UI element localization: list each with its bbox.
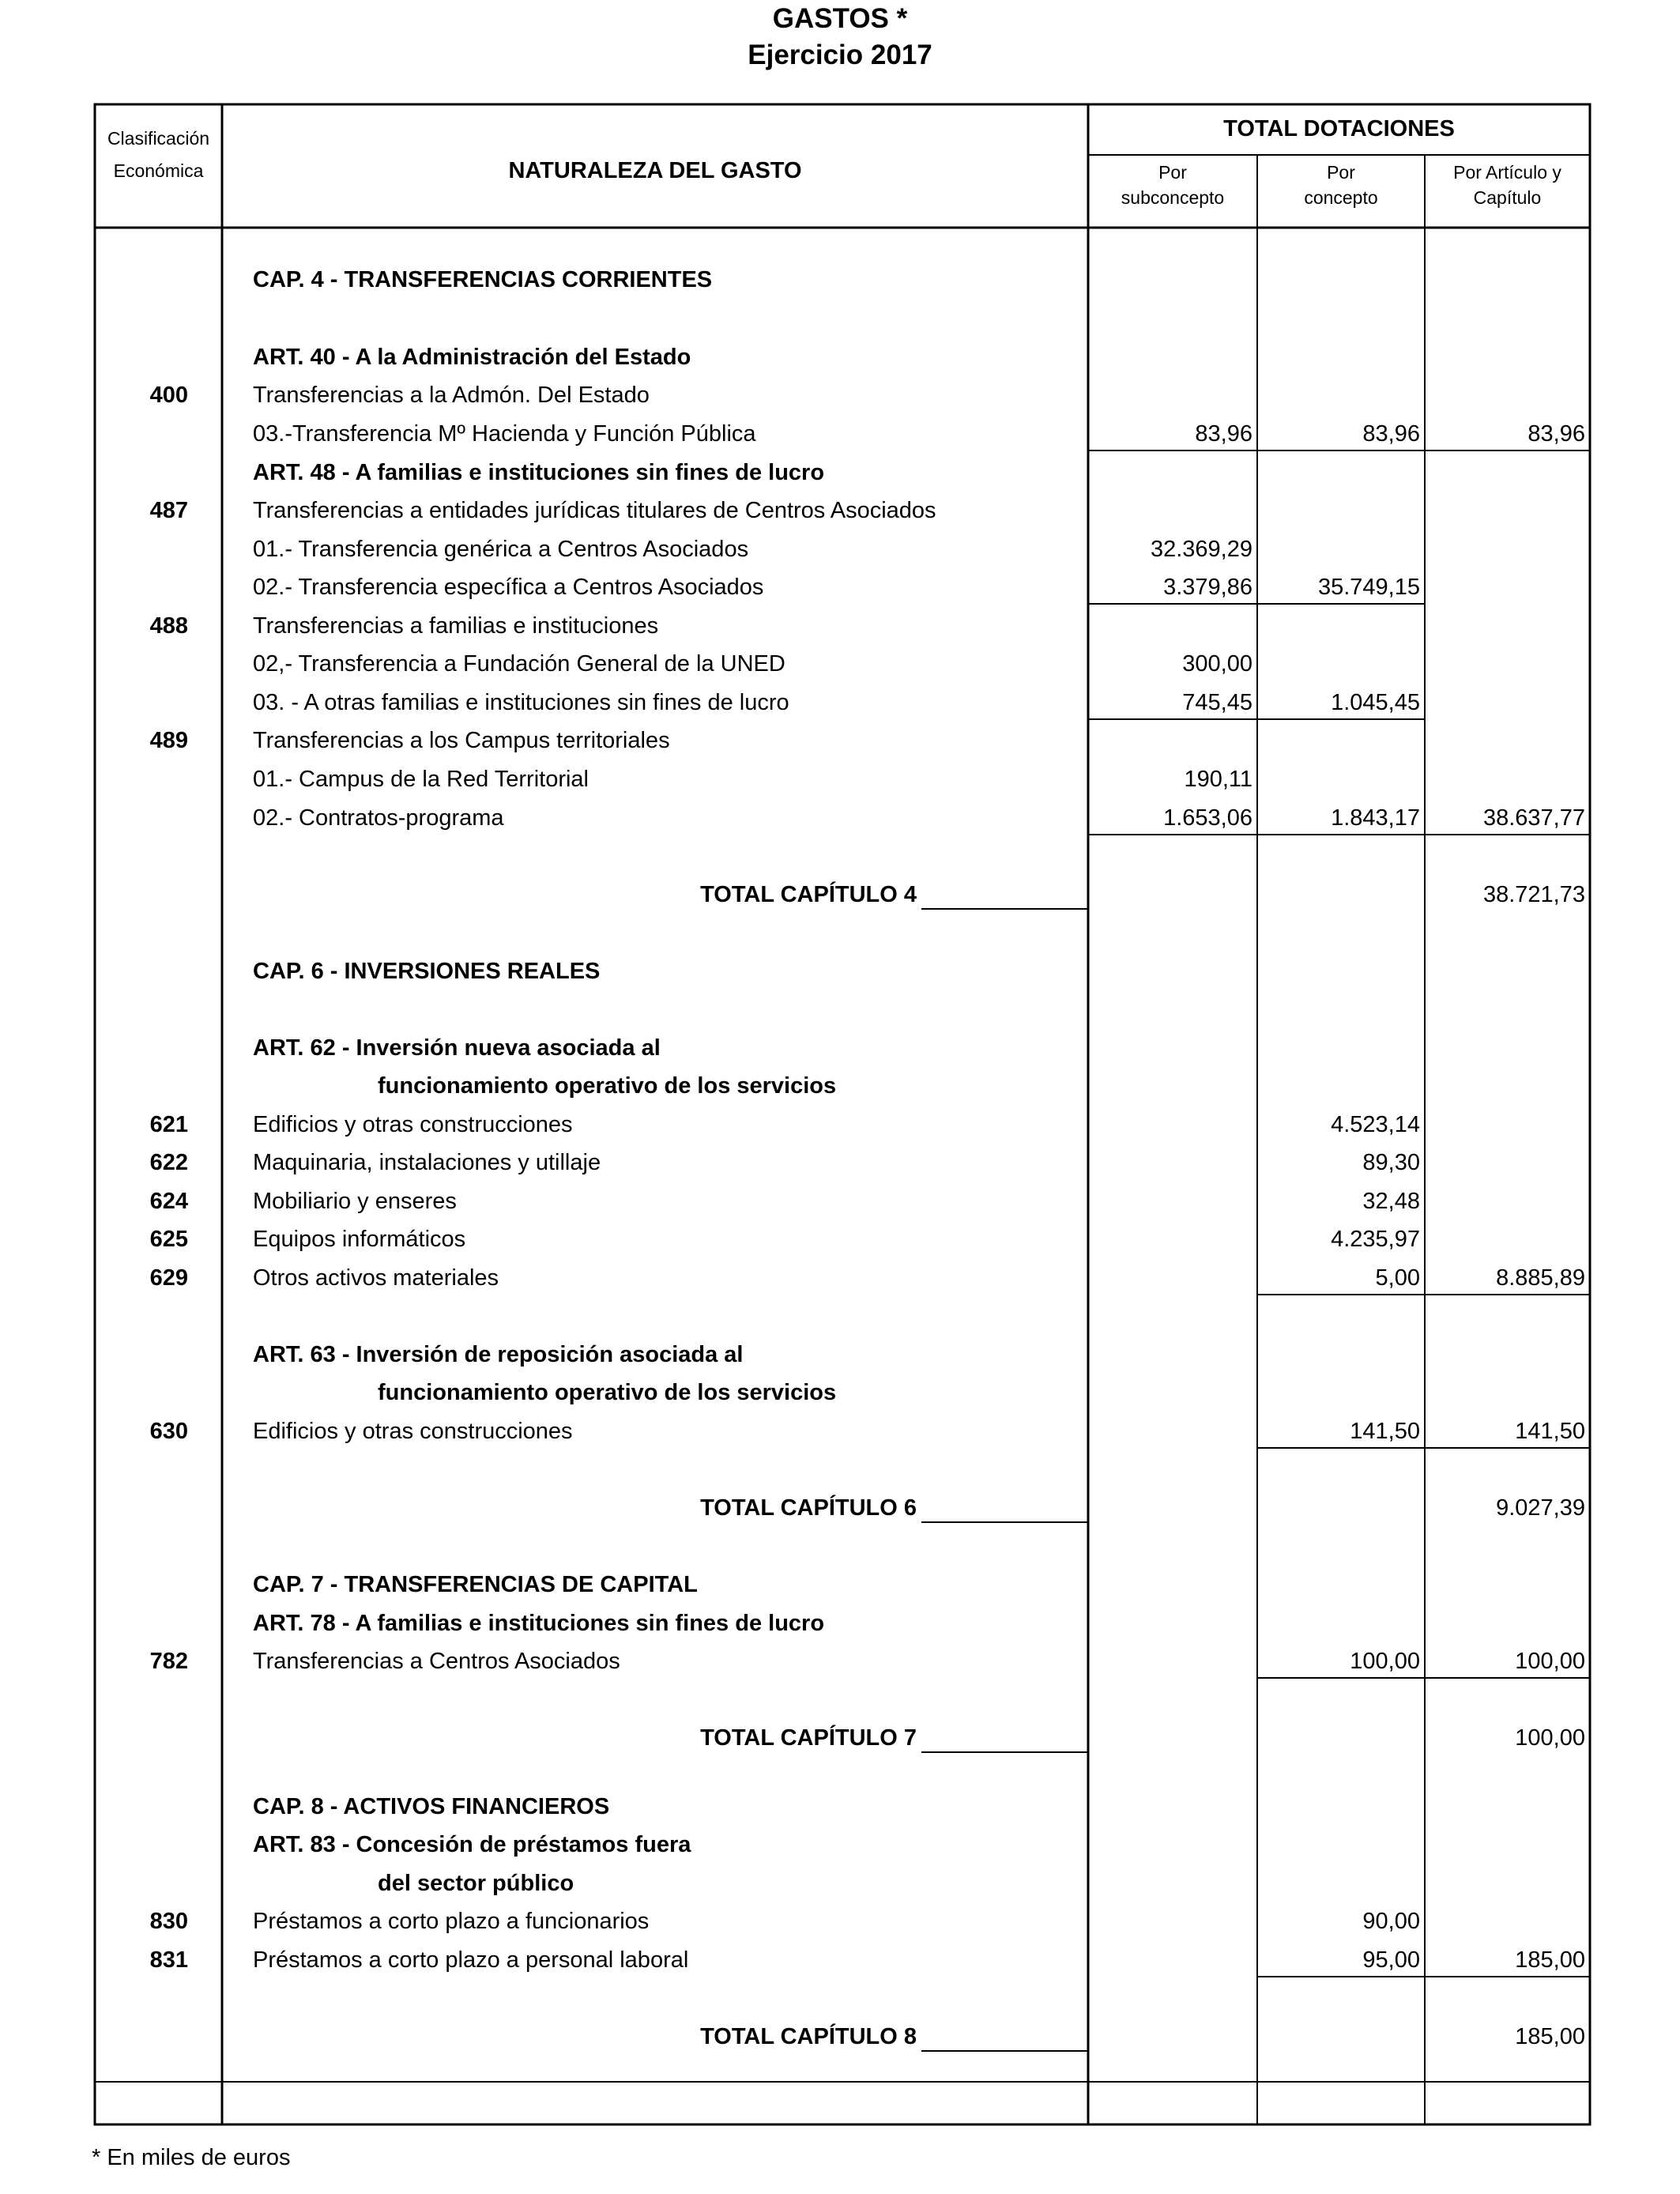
value-articulo: 9.027,39 <box>1496 1495 1585 1521</box>
header-por-articulo-2: Capítulo <box>1473 187 1542 208</box>
row-code: 831 <box>149 1947 188 1973</box>
row-label: Préstamos a corto plazo a personal laboral <box>253 1947 689 1973</box>
value-subconcepto: 32.369,29 <box>1150 537 1252 562</box>
row-code: 489 <box>149 728 188 753</box>
header-por-articulo-1: Por Artículo y <box>1453 162 1561 183</box>
value-concepto: 35.749,15 <box>1317 575 1420 600</box>
value-concepto: 4.523,14 <box>1331 1112 1420 1137</box>
value-concepto: 83,96 <box>1362 421 1420 447</box>
value-subconcepto: 745,45 <box>1182 690 1252 715</box>
row-code: 830 <box>149 1909 188 1934</box>
row-label: Edificios y otras construcciones <box>253 1112 573 1137</box>
page-title: GASTOS * <box>772 3 908 34</box>
value-concepto: 4.235,97 <box>1331 1227 1420 1252</box>
row-label: Maquinaria, instalaciones y utillaje <box>253 1150 601 1175</box>
row-label: Transferencias a Centros Asociados <box>253 1649 620 1674</box>
section-heading: funcionamiento operativo de los servicios <box>378 1073 837 1099</box>
row-code: 629 <box>149 1265 188 1291</box>
header-por-concepto-2: concepto <box>1304 187 1378 208</box>
header-total-dotaciones: TOTAL DOTACIONES <box>1223 116 1455 141</box>
value-concepto: 5,00 <box>1375 1265 1420 1291</box>
row-code: 487 <box>149 498 188 523</box>
value-concepto: 90,00 <box>1362 1909 1420 1934</box>
section-heading: ART. 40 - A la Administración del Estado <box>253 345 691 370</box>
row-code: 782 <box>149 1649 188 1674</box>
footnote: * En miles de euros <box>92 2145 291 2170</box>
value-concepto: 1.045,45 <box>1331 690 1420 715</box>
value-concepto: 100,00 <box>1350 1649 1420 1674</box>
row-code: 622 <box>149 1150 188 1175</box>
section-heading: CAP. 6 - INVERSIONES REALES <box>253 959 601 984</box>
value-articulo: 38.721,73 <box>1482 882 1585 907</box>
row-label: Transferencias a familias e instituciones <box>253 613 659 639</box>
row-label: Equipos informáticos <box>253 1227 466 1252</box>
header-economica: Económica <box>113 160 204 181</box>
section-heading: ART. 83 - Concesión de préstamos fuera <box>253 1832 691 1857</box>
row-label: Préstamos a corto plazo a funcionarios <box>253 1909 650 1934</box>
value-concepto: 89,30 <box>1362 1150 1420 1175</box>
value-subconcepto: 1.653,06 <box>1163 805 1252 831</box>
value-subconcepto: 190,11 <box>1184 767 1252 792</box>
header-clasificacion: Clasificación <box>107 128 210 149</box>
section-heading: ART. 48 - A familias e instituciones sin fines de lucro <box>253 460 825 485</box>
row-label: 03.-Transferencia Mº Hacienda y Función Pública <box>253 421 756 447</box>
row-label: Edificios y otras construcciones <box>253 1419 573 1444</box>
row-label: Transferencias a la Admón. Del Estado <box>253 383 650 408</box>
header-por-subconcepto-1: Por <box>1158 162 1187 183</box>
row-code: 625 <box>149 1227 188 1252</box>
total-label: TOTAL CAPÍTULO 8 <box>700 2024 917 2049</box>
value-concepto: 95,00 <box>1362 1947 1420 1973</box>
value-subconcepto: 3.379,86 <box>1163 575 1252 600</box>
row-label: 02.- Contratos-programa <box>253 805 504 831</box>
row-label: Transferencias a los Campus territoriales <box>253 728 670 753</box>
row-code: 630 <box>149 1419 188 1444</box>
section-heading: CAP. 8 - ACTIVOS FINANCIEROS <box>253 1794 610 1819</box>
header-por-concepto-1: Por <box>1327 162 1355 183</box>
value-articulo: 83,96 <box>1527 421 1585 447</box>
header-naturaleza: NATURALEZA DEL GASTO <box>508 158 802 183</box>
row-label: 01.- Transferencia genérica a Centros Asociados <box>253 537 749 562</box>
row-label: 01.- Campus de la Red Territorial <box>253 767 589 792</box>
value-articulo: 100,00 <box>1515 1725 1585 1751</box>
row-label: 02.- Transferencia específica a Centros Asociados <box>253 575 764 600</box>
section-heading: ART. 62 - Inversión nueva asociada al <box>253 1035 661 1061</box>
row-code: 621 <box>149 1112 188 1137</box>
value-subconcepto: 83,96 <box>1195 421 1252 447</box>
total-label: TOTAL CAPÍTULO 6 <box>700 1495 917 1521</box>
row-code: 624 <box>149 1189 188 1214</box>
section-heading: CAP. 4 - TRANSFERENCIAS CORRIENTES <box>253 267 713 292</box>
value-concepto: 141,50 <box>1350 1419 1420 1444</box>
section-heading: CAP. 7 - TRANSFERENCIAS DE CAPITAL <box>253 1572 698 1597</box>
section-heading: ART. 78 - A familias e instituciones sin fines de lucro <box>253 1611 825 1636</box>
value-articulo: 141,50 <box>1515 1419 1585 1444</box>
row-label: Mobiliario y enseres <box>253 1189 457 1214</box>
section-heading: funcionamiento operativo de los servicios <box>378 1380 837 1405</box>
row-code: 488 <box>149 613 188 639</box>
value-articulo: 185,00 <box>1515 2024 1585 2049</box>
row-label: Transferencias a entidades jurídicas titulares de Centros Asociados <box>253 498 936 523</box>
row-label: 02,- Transferencia a Fundación General de la UNED <box>253 651 785 677</box>
value-subconcepto: 300,00 <box>1182 651 1252 677</box>
total-label: TOTAL CAPÍTULO 4 <box>700 882 917 907</box>
header-por-subconcepto-2: subconcepto <box>1121 187 1225 208</box>
section-heading: del sector público <box>378 1871 574 1896</box>
row-label: Otros activos materiales <box>253 1265 499 1291</box>
value-articulo: 100,00 <box>1515 1649 1585 1674</box>
value-concepto: 32,48 <box>1362 1189 1420 1214</box>
value-articulo: 185,00 <box>1515 1947 1585 1973</box>
value-articulo: 38.637,77 <box>1482 805 1585 831</box>
page-subtitle: Ejercicio 2017 <box>748 40 932 70</box>
value-articulo: 8.885,89 <box>1496 1265 1585 1291</box>
row-code: 400 <box>149 383 188 408</box>
section-heading: ART. 63 - Inversión de reposición asociada al <box>253 1342 744 1367</box>
total-label: TOTAL CAPÍTULO 7 <box>700 1725 917 1751</box>
row-label: 03. - A otras familias e instituciones sin fines de lucro <box>253 690 789 715</box>
value-concepto: 1.843,17 <box>1331 805 1420 831</box>
